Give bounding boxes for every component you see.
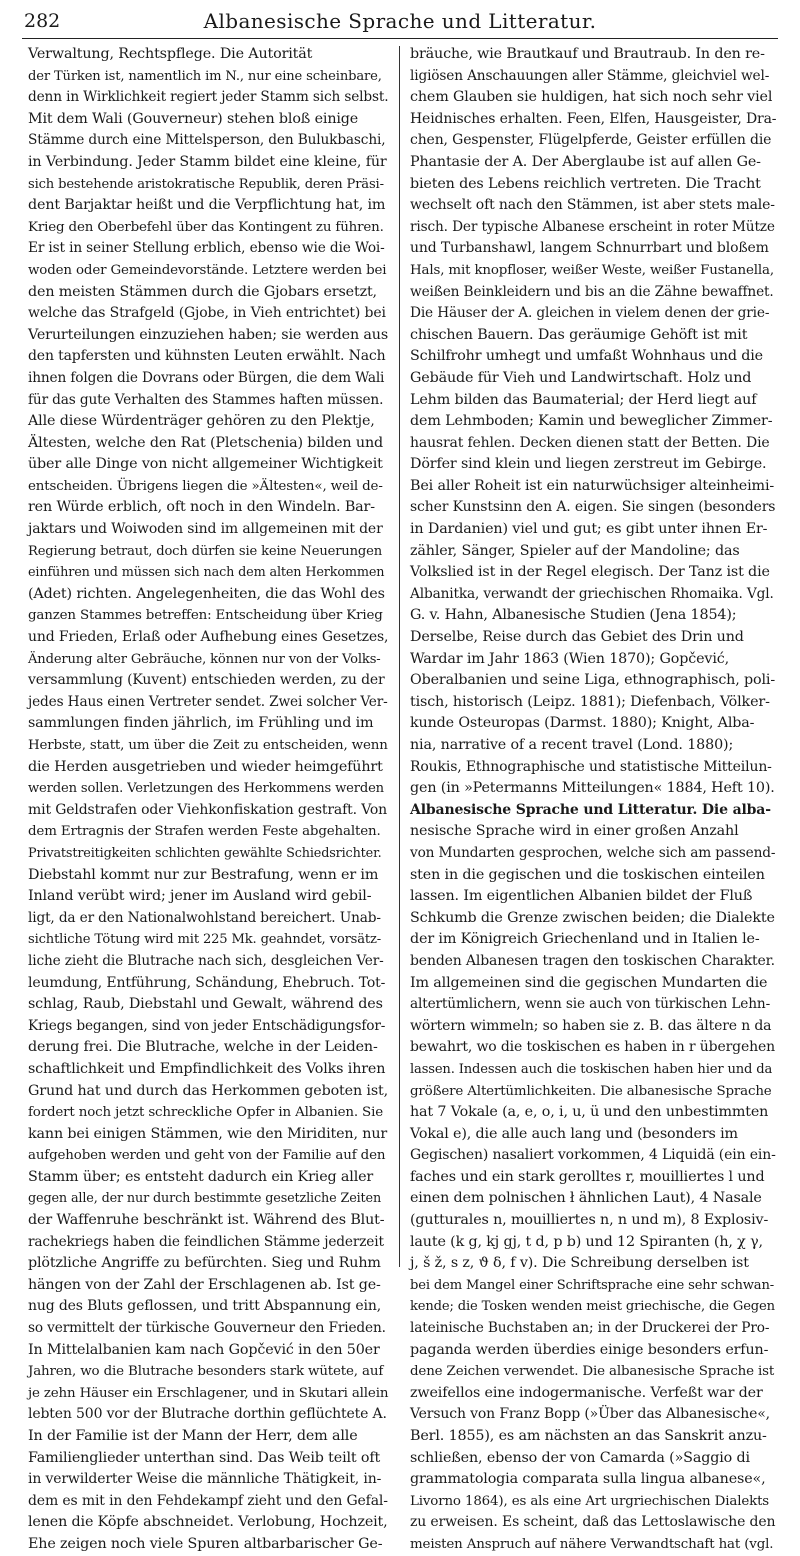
- text-line: Regierung betraut, doch dürfen sie keine Neuerungen: [28, 543, 382, 559]
- text-line: so vermittelt der türkische Gouverneur den Frieden.: [28, 1320, 386, 1337]
- text-line: Livorno 1864), es als eine Art urgriechischen Dialekts: [410, 1493, 770, 1509]
- text-line: kunde Osteuropas (Darmst. 1880); Knight, Alba-: [410, 715, 755, 732]
- text-line: nia, narrative of a recent travel (Lond. 1880);: [410, 737, 734, 753]
- text-line: ihnen folgen die Dovrans oder Bürgen, die dem Wali: [28, 369, 385, 386]
- text-line: in verwilderter Weise die männliche Thätigkeit, in-: [28, 1471, 382, 1488]
- text-line: einen dem polnischen ł ähnlichen Laut), 4 Nasale: [410, 1190, 762, 1207]
- text-line: je zehn Häuser ein Erschlagener, und in Skutari allein: [28, 1385, 389, 1401]
- text-line: jedes Haus einen Vertreter sendet. Zwei solcher Ver-: [28, 693, 388, 710]
- text-line: zähler, Sänger, Spieler auf der Mandoline; das: [410, 542, 740, 559]
- text-line: Wardar im Jahr 1863 (Wien 1870); Gopčević,: [410, 650, 729, 667]
- text-line: kende; die Tosken wenden meist griechische, die Gegen: [410, 1299, 775, 1315]
- text-line: entscheiden. Übrigens liegen die »Ältesten«, weil de-: [28, 478, 383, 494]
- text-line: dem es mit in den Fehdekampf zieht und den Gefal-: [28, 1492, 388, 1509]
- text-line: jaktars und Woiwoden sind im allgemeinen mit der: [28, 521, 383, 538]
- text-line: ligiösen Anschauungen aller Stämme, gleichviel wel-: [410, 67, 770, 84]
- text-line: Privatstreitigkeiten schlichten gewählte Schiedsrichter.: [28, 845, 382, 861]
- text-line: schlag, Raub, Diebstahl und Gewalt, während des: [28, 996, 383, 1013]
- text-line: Er ist in seiner Stellung erblich, ebenso wie die Woi-: [28, 240, 385, 257]
- text-line: Lehm bilden das Baumaterial; der Herd liegt auf: [410, 391, 757, 408]
- text-line: Oberalbanien und seine Liga, ethnographisch, poli-: [410, 672, 776, 689]
- text-line: Familienglieder unterthan sind. Das Weib teilt oft: [28, 1449, 381, 1466]
- text-line: G. v. Hahn, Albanesische Studien (Jena 1854);: [410, 607, 737, 624]
- text-line: Stamm über; es entsteht dadurch ein Krieg aller: [28, 1168, 374, 1185]
- text-line: über alle Dinge von nicht allgemeiner Wichtigkeit: [28, 456, 383, 473]
- text-line: bräuche, wie Brautkauf und Brautraub. In den re-: [410, 46, 765, 62]
- text-line: Phantasie der A. Der Aberglaube ist auf allen Ge-: [410, 153, 761, 170]
- text-line: Dörfer sind klein und liegen zerstreut im Gebirge.: [410, 456, 767, 473]
- text-line: In der Familie ist der Mann der Herr, dem alle: [28, 1428, 358, 1444]
- text-line: weißen Beinkleidern und bis an die Zähne bewaffnet.: [410, 283, 774, 300]
- column-divider: [399, 46, 400, 1267]
- text-line: Ehe zeigen noch viele Spuren altbarbarischer Ge-: [28, 1535, 383, 1552]
- text-line: von Mundarten gesprochen, welche sich am passend-: [410, 844, 776, 861]
- text-line: den meisten Stämmen durch die Gjobars ersetzt,: [28, 283, 377, 300]
- right-column: [410, 44, 777, 1552]
- text-line: Versuch von Franz Bopp (»Über das Albanesische«,: [410, 1406, 770, 1423]
- text-line: hängen von der Zahl der Erschlagenen ab. Ist ge-: [28, 1276, 381, 1293]
- text-line: Verwaltung, Rechtspflege. Die Autorität: [28, 46, 313, 62]
- text-line: gen (in »Petermanns Mitteilungen« 1884, Heft 10).: [410, 780, 775, 797]
- text-line: Alle diese Würdenträger gehören zu den Plektje,: [28, 413, 375, 430]
- page-number: 282: [24, 10, 61, 32]
- text-line: Verurteilungen einzuziehen haben; sie werden aus: [28, 326, 389, 343]
- text-line: meisten Anspruch auf nähere Verwandtschaft hat (vgl.: [410, 1536, 774, 1552]
- text-line: versammlung (Kuvent) entschieden werden, zu der: [28, 672, 385, 689]
- text-line: chen, Gespenster, Flügelpferde, Geister erfüllen die: [410, 132, 772, 149]
- text-line: mit Geldstrafen oder Viehkonfiskation gestraft. Von: [28, 801, 388, 818]
- text-line: nesische Sprache wird in einer großen Anzahl: [410, 823, 739, 840]
- text-line: chem Glauben sie huldigen, hat sich noch sehr viel: [410, 89, 773, 106]
- text-line: risch. Der typische Albanese erscheint in roter Mütze: [410, 218, 775, 235]
- text-line: dem Ertragnis der Strafen werden Feste abgehalten.: [28, 824, 381, 840]
- text-line: der Türken ist, namentlich im N., nur eine scheinbare,: [28, 68, 382, 84]
- text-line: werden sollen. Verletzungen des Herkommens werden: [28, 781, 384, 797]
- text-line: (Adet) richten. Angelegenheiten, die das Wohl des: [28, 585, 385, 602]
- text-line: Herbste, statt, um über die Zeit zu entscheiden, wenn: [28, 738, 388, 753]
- text-line: Bei aller Roheit ist ein naturwüchsiger alteinheimi-: [410, 477, 775, 494]
- text-line: die Herden ausgetrieben und wieder heimgeführt: [28, 758, 383, 775]
- text-line: schaftlichkeit und Empfindlichkeit des Volks ihren: [28, 1060, 386, 1077]
- text-line: chischen Bauern. Das geräumige Gehöft ist mit: [410, 326, 748, 343]
- text-line: wechselt oft nach den Stämmen, ist aber stets male-: [410, 197, 775, 214]
- text-line: benden Albanesen tragen den toskischen Charakter.: [410, 952, 775, 969]
- text-line: Schkumb die Grenze zwischen beiden; die Dialekte: [410, 909, 775, 926]
- text-line: lateinische Buchstaben an; in der Druckerei der Pro-: [410, 1320, 770, 1337]
- text-line: Ältesten, welche den Rat (Pletschenia) bilden und: [28, 434, 384, 451]
- text-line: und Turbanshawl, langem Schnurrbart und bloßem: [410, 240, 769, 257]
- text-line: Hals, mit knopfloser, weißer Weste, weißer Fustanella,: [410, 262, 774, 278]
- running-title: Albanesische Sprache und Litteratur.: [203, 9, 597, 33]
- text-line: sichtliche Tötung wird mit 225 Mk. geahndet, vorsätz-: [28, 932, 382, 948]
- text-line: bewahrt, wo die toskischen es haben in r übergehen: [410, 1039, 775, 1056]
- text-line: der Waffenruhe beschränkt ist. Während des Blut-: [28, 1212, 385, 1229]
- text-line: zweifellos eine indogermanische. Verfeßt war der: [410, 1384, 763, 1401]
- text-line: dene Zeichen verwendet. Die albanesische Sprache ist: [410, 1364, 775, 1380]
- text-line: hat 7 Vokale (a, e, o, i, u, ü und den unbestimmten: [410, 1104, 769, 1121]
- text-line: paganda werden überdies einige besonders erfun-: [410, 1341, 769, 1358]
- text-line: Vokal e), die alle auch lang und (besonders im: [410, 1125, 738, 1142]
- text-line: liche zieht die Blutrache nach sich, desgleichen Ver-: [28, 952, 384, 969]
- text-line: leumdung, Entführung, Schändung, Ehebruch. Tot-: [28, 974, 386, 991]
- text-line: lassen. Im eigentlichen Albanien bildet der Fluß: [410, 888, 753, 905]
- text-line: sten in die gegischen und die toskischen einteilen: [410, 866, 765, 883]
- text-line: Die Häuser der A. gleichen in vielem denen der grie-: [410, 305, 770, 322]
- text-line: ligt, da er den Nationalwohlstand bereichert. Unab-: [28, 909, 381, 926]
- text-line: nug des Bluts geflossen, und tritt Abspannung ein,: [28, 1298, 381, 1315]
- text-line: rachekriegs haben die feindlichen Stämme jederzeit: [28, 1233, 384, 1250]
- text-line: kann bei einigen Stämmen, wie den Miriditen, nur: [28, 1125, 388, 1142]
- text-line: woden oder Gemeindevorstände. Letztere werden bei: [28, 262, 387, 278]
- text-line: plötzliche Angriffe zu befürchten. Sieg und Ruhm: [28, 1255, 381, 1272]
- text-line: ren Würde erblich, oft noch in den Windeln. Bar-: [28, 499, 375, 516]
- running-header: [22, 6, 778, 39]
- text-line: tisch, historisch (Leipz. 1881); Diefenbach, Völker-: [410, 693, 770, 710]
- text-line: Diebstahl kommt nur zur Bestrafung, wenn er im: [28, 866, 379, 883]
- text-line: Gegischen) nasaliert vorkommen, 4 Liquidä (ein ein-: [410, 1147, 776, 1164]
- text-line: faches und ein stark gerolltes r, mouilliertes l und: [410, 1168, 765, 1185]
- text-line: welche das Strafgeld (Gjobe, in Vieh entrichtet) bei: [28, 305, 386, 322]
- text-line: Berl. 1855), es am nächsten an das Sanskrit anzu-: [410, 1428, 767, 1444]
- left-column: [28, 44, 389, 1552]
- text-line: hausrat fehlen. Decken dienen statt der Betten. Die: [410, 434, 770, 451]
- text-line: dem Lehmboden; Kamin und beweglicher Zimmer-: [410, 413, 773, 430]
- text-line: grammatologia comparata sulla lingua albanese«,: [410, 1471, 766, 1488]
- text-line: laute (k g, kj gj, t d, p b) und 12 Spiranten (h, χ γ,: [410, 1233, 763, 1250]
- text-line: bei dem Mangel einer Schriftsprache eine sehr schwan-: [410, 1277, 775, 1293]
- text-line: wörtern wimmeln; so haben sie z. B. das ältere n da: [410, 1017, 772, 1034]
- text-line: in Verbindung. Jeder Stamm bildet eine kleine, für: [28, 153, 387, 170]
- text-line: Heidnisches erhalten. Feen, Elfen, Hausgeister, Dra-: [410, 110, 777, 127]
- text-line: bieten des Lebens reichlich vertreten. Die Tracht: [410, 175, 761, 192]
- text-line: Mit dem Wali (Gouverneur) stehen bloß einige: [28, 110, 359, 127]
- text-line: und Frieden, Erlaß oder Aufhebung eines Gesetzes,: [28, 629, 389, 646]
- text-line: Kriegs begangen, sind von jeder Entschädigungsfor-: [28, 1017, 386, 1034]
- text-line: altertümlichern, wenn sie auch von türkischen Lehn-: [410, 996, 771, 1013]
- text-line: denn in Wirklichkeit regiert jeder Stamm sich selbst.: [28, 89, 389, 106]
- text-line: Albanitka, verwandt der griechischen Rhomaika. Vgl.: [410, 585, 774, 602]
- text-line: In Mittelalbanien kam nach Gopčević in den 50er: [28, 1341, 380, 1358]
- text-line: aufgehoben werden und geht von der Familie auf den: [28, 1148, 386, 1164]
- text-line: gegen alle, der nur durch bestimmte gesetzliche Zeiten: [28, 1191, 382, 1207]
- text-line: einführen und müssen sich nach dem alten Herkommen: [28, 565, 385, 581]
- text-line: Im allgemeinen sind die gegischen Mundarten die: [410, 974, 768, 991]
- text-line: scher Kunstsinn den A. eigen. Sie singen (besonders: [410, 499, 776, 516]
- text-line: Jahren, wo die Blutrache besonders stark wütete, auf: [28, 1364, 384, 1380]
- text-line: Änderung alter Gebräuche, können nur von der Volks-: [28, 651, 381, 667]
- text-line: Krieg den Oberbefehl über das Kontingent zu führen.: [28, 219, 384, 235]
- text-line: den tapfersten und kühnsten Leuten erwählt. Nach: [28, 348, 386, 365]
- text-line: j, š ž, s z, ϑ δ, f v). Die Schreibung derselben ist: [410, 1255, 749, 1272]
- text-line: Stämme durch eine Mittelsperson, den Bulukbaschi,: [28, 132, 386, 149]
- text-line: Volkslied ist in der Regel elegisch. Der Tanz ist die: [410, 564, 770, 581]
- text-line: lebten 500 vor der Blutrache dorthin geflüchtete A.: [28, 1406, 387, 1423]
- text-line: sich bestehende aristokratische Republik, deren Präsi-: [28, 176, 384, 192]
- text-line: derung frei. Die Blutrache, welche in der Leiden-: [28, 1039, 378, 1056]
- text-line: lenen die Köpfe abschneidet. Verlobung, Hochzeit,: [28, 1514, 388, 1531]
- text-line: Grund hat und durch das Herkommen geboten ist,: [28, 1082, 389, 1099]
- text-line: in Dardanien) viel und gut; es gibt unter ihnen Er-: [410, 521, 768, 538]
- text-line: Roukis, Ethnographische und statistische Mitteilun-: [410, 758, 772, 775]
- text-line: Gebäude für Vieh und Landwirtschaft. Holz und: [410, 369, 752, 386]
- text-line: fordert noch jetzt schreckliche Opfer in Albanien. Sie: [28, 1105, 383, 1121]
- text-line: für das gute Verhalten des Stammes haften müssen.: [28, 391, 384, 408]
- text-line: größere Altertümlichkeiten. Die albanesische Sprache: [410, 1083, 772, 1099]
- text-line: dent Barjaktar heißt und die Verpflichtung hat, im: [28, 197, 386, 214]
- text-line: der im Königreich Griechenland und in Italien le-: [410, 931, 760, 948]
- text-line: ganzen Stammes betreffen: Entscheidung über Krieg: [28, 608, 383, 624]
- text-line: schließen, ebenso der von Camarda (»Saggio di: [410, 1449, 750, 1466]
- text-line: Inland verübt wird; jener im Ausland wird gebil-: [28, 888, 372, 905]
- text-line: Schilfrohr umhegt und umfaßt Wohnhaus und die: [410, 348, 763, 365]
- text-line: sammlungen finden jährlich, im Frühling und im: [28, 715, 374, 732]
- text-line: (gutturales n, mouilliertes n, n und m), 8 Explosiv-: [410, 1212, 769, 1229]
- text-line: Albanesische Sprache und Litteratur. Die alba-: [410, 801, 771, 818]
- text-line: zu erweisen. Es scheint, daß das Lettoslawische den: [410, 1514, 776, 1531]
- text-line: lassen. Indessen auch die toskischen haben hier und da: [410, 1061, 773, 1077]
- text-line: Derselbe, Reise durch das Gebiet des Drin und: [410, 629, 744, 646]
